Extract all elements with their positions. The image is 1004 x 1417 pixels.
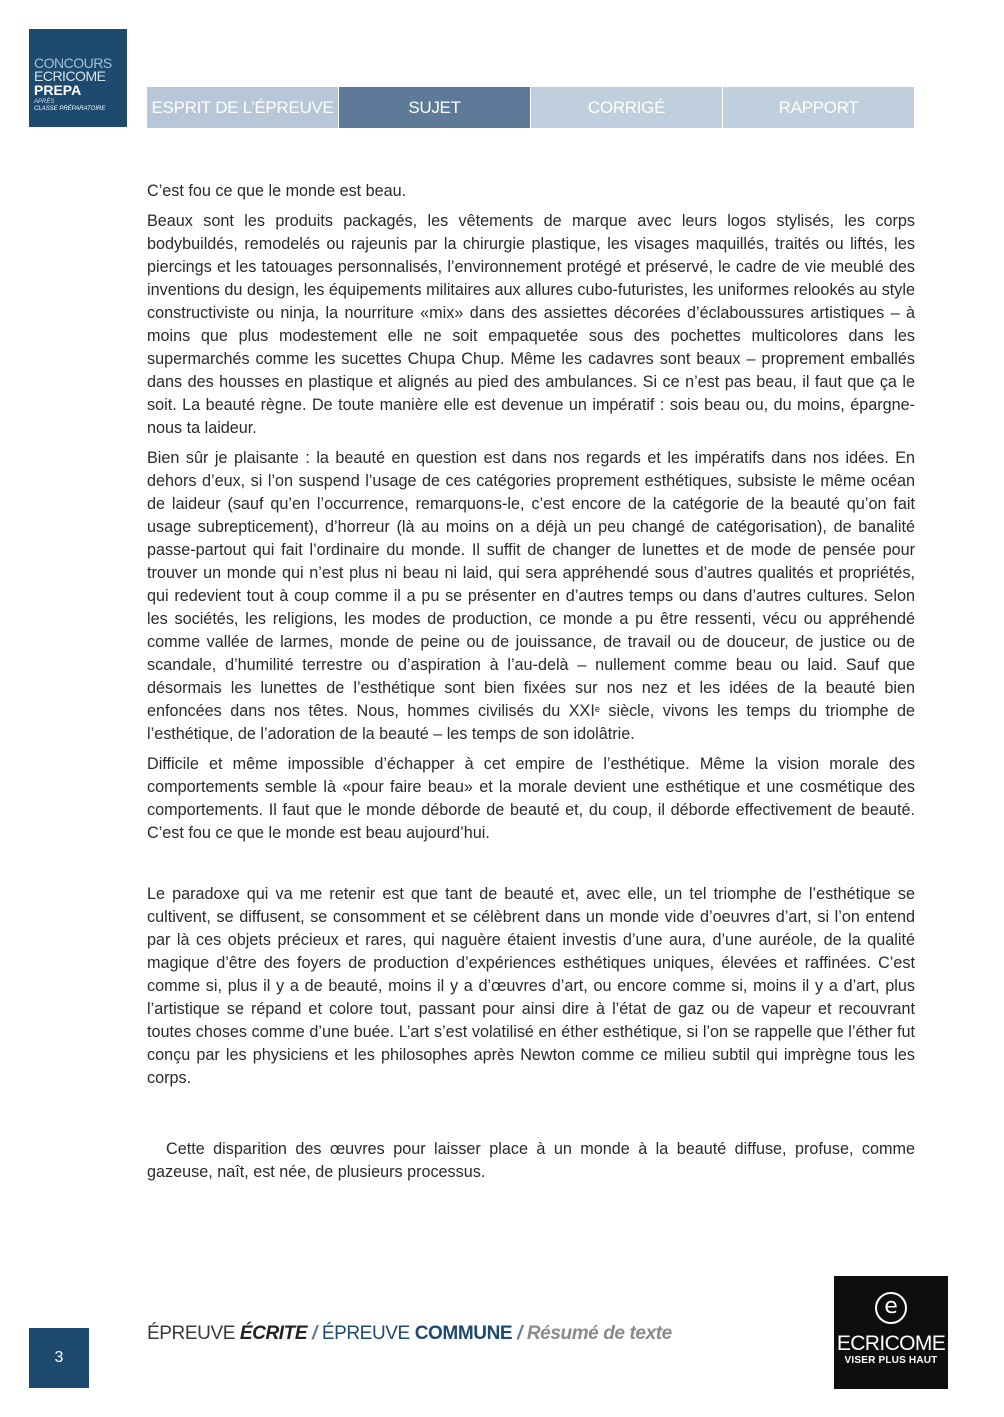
tab-esprit-epreuve[interactable]: ESPRIT DE L’ÉPREUVE [147, 87, 338, 128]
paragraph-2: Beaux sont les produits packagés, les vêtements de marque avec leurs logos stylisés, les corps bodybuildés, remodelés ou rajeunis par la chirurgie plastique, les visages maquillés, traités ou liftés, les piercings et les tatouages personnalisés, l’environnement protégé et préservé, le cadre de vie meublé des inventions du design, les équipements militaires aux allures cubo-futuristes, les uniformes relookés au style constructiviste ou ninja, la nourriture «mix» dans des assiettes décorées d’éclaboussures artistiques – à moins que plus modestement elle ne soit empaquetée sous des pochettes multicolores dans les supermarchés comme les sucettes Chupa Chup. Même les cadavres sont beaux – proprement emballés dans des housses en plastique et alignés au pied des ambulances. Si ce n’est pas beau, il faut que ça le soit. La beauté règne. De toute manière elle est devenue un impératif : sois beau ou, du moins, épargne-nous ta laideur. [147, 212, 915, 437]
paragraph-4: Difficile et même impossible d’échapper à cet empire de l’esthétique. Même la vision morale des comportements semble là «pour faire beau» et la morale devient une esthétique et une cosmétique des comportements. Il faut que le monde déborde de beauté et, du coup, il déborde effectivement de beauté. C’est fou ce que le monde est beau aujourd’hui. [147, 755, 915, 842]
logo-line-concours: CONCOURS [34, 55, 112, 71]
footer-commune: COMMUNE [414, 1323, 513, 1344]
footer-slash-1: / [307, 1323, 322, 1344]
footer-ecrite: ÉCRITE [239, 1323, 308, 1344]
paragraph-3-part-a: Bien sûr je plaisante : la beauté en question est dans nos regards et les impératifs dans nos idées. En dehors d’eux, si l’on suspend l’usage de ces catégories proprement esthétiques, subsiste le même océan de laideur (sauf qu’en l’occurrence, remarquons-le, c’est encore de la catégorie de la beauté qu’on fait usage subrepticement), d’horreur (là au moins on a déjà un peu changé de catégorisation), de banalité passe-partout qui fait l’ordinaire du monde. Il suffit de changer de lunettes et de mode de pensée pour trouver un monde qui n’est plus ni beau ni laid, qui sera appréhendé sous d’autres qualités et propriétés, qui redevient tout à coup comme il a pu se présenter en d’autres temps ou dans d’autres cultures. Selon les sociétés, les religions, les modes de production, ce monde a pu être ressenti, vécu ou appréhendé comme vallée de larmes, monde de peine ou de jouissance, de travail ou de douceur, de justice ou de scandale, d’humilité terrestre ou d’aspiration à l’au-delà – nullement comme beau ou laid. Sauf que désormais les lunettes de l’esthétique sont bien fixées sur nos nez et les idées de la beauté bien enfoncées dans nos têtes. Nous, hommes civilisés du XXI [147, 449, 915, 720]
logo-line-ecricome: ECRICOME [34, 68, 106, 84]
tab-corrige[interactable]: CORRIGÉ [531, 87, 722, 128]
paragraph-3-part-b: siècle, vivons les temps du triomphe de l’esthétique, de l’adoration de la beauté – les temps de son idolâtrie. [147, 702, 915, 743]
footer-slash-2: / [512, 1323, 527, 1344]
brand-tagline: VISER PLUS HAUT [844, 1355, 938, 1366]
brand-name: ECRICOME [836, 1332, 946, 1355]
section-tabs [147, 87, 915, 128]
footer-epreuve-2: ÉPREUVE [321, 1323, 415, 1344]
logo-line-classe: CLASSE PRÉPARATOIRE [34, 106, 106, 112]
superscript-e: e [594, 704, 600, 714]
logo-line-prepa: PREPA [34, 82, 82, 98]
paragraph-5: Le paradoxe qui va me retenir est que tant de beauté et, avec elle, un tel triomphe de l’esthétique se cultivent, se diffusent, se consomment et se célèbrent dans un monde vide d’oeuvres d’art, si l’on entend par là ces objets précieux et rares, qui naguère étaient investis d’une aura, d’une auréole, de la qualité magique d’être des foyers de production d’expériences esthétiques uniques, élevées et raffinées. C’est comme si, plus il y a de beauté, moins il y a d’œuvres d’art, ou encore comme si, moins il y a d’art, plus l’artistique se répand et colore tout, passant pour ainsi dire à l’état de gaz ou de vapeur et recouvrant toutes choses comme d’une buée. L’art s’est volatilisé en éther esthétique, si l’on se rappelle que l’éther fut conçu par les physiciens et les philosophes après Newton comme ce milieu subtil qui imprègne tous les corps. [147, 885, 915, 1087]
page-number: 3 [29, 1328, 89, 1388]
logo-line-apres: APRÈS [34, 99, 55, 105]
ecricome-brand-logo [834, 1276, 948, 1389]
tab-rapport[interactable]: RAPPORT [723, 87, 914, 128]
paragraph-1: C’est fou ce que le monde est beau. [147, 182, 407, 200]
footer-title [147, 1323, 672, 1345]
paragraph-6: Cette disparition des œuvres pour laisser place à un monde à la beauté diffuse, profuse, comme gazeuse, naît, est née, de plusieurs processus. [147, 1140, 915, 1181]
footer-epreuve-1: ÉPREUVE [147, 1323, 240, 1344]
paragraph-3 [147, 447, 915, 746]
tab-sujet[interactable]: SUJET [339, 87, 530, 128]
concours-logo [29, 29, 127, 127]
document-body [147, 180, 915, 1191]
footer-resume: Résumé de texte [526, 1323, 672, 1344]
ecricome-e-icon: e [875, 1292, 907, 1324]
